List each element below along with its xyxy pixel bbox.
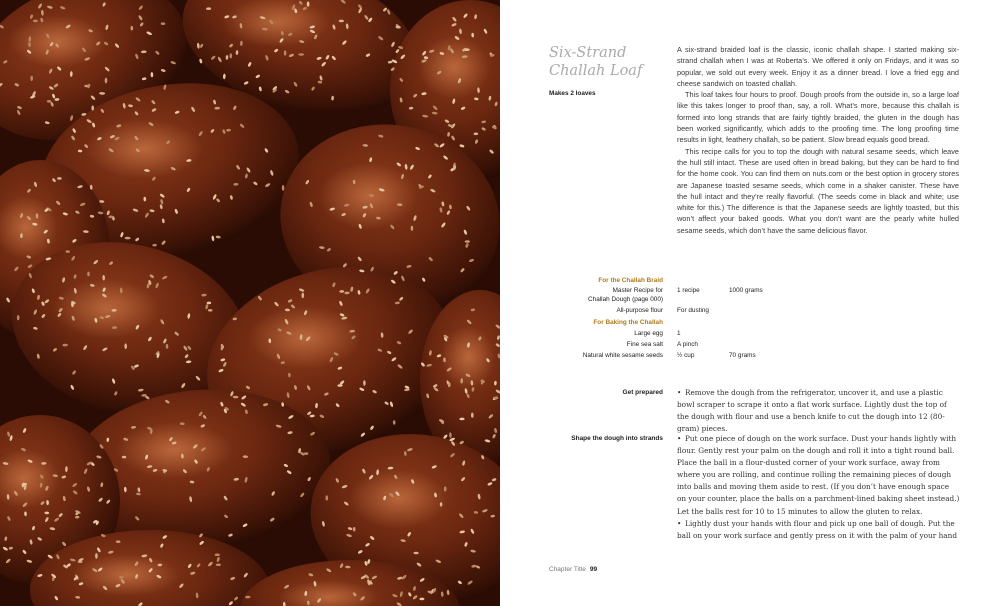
ingredient-row — [500, 351, 1000, 362]
bullet: • — [677, 434, 682, 443]
step-text: Remove the dough from the refrigerator, uncover it, and use a plastic bowl scraper to scrape it onto a flat work surface. Lightly dust the top of the dough with flour and use a bench knife to cut the dough into 12 (80-gram) pieces. — [677, 388, 947, 434]
ingredient-grams: 70 grams — [729, 351, 756, 359]
sesame-seed — [307, 1, 310, 6]
sesame-seed — [413, 552, 418, 555]
step-body — [677, 387, 960, 435]
page-footer — [549, 566, 597, 573]
step-heading: Get prepared — [622, 389, 663, 396]
recipe-title-line2: Challah Loaf — [549, 63, 643, 79]
sesame-seed — [339, 290, 344, 293]
ingredient-quantity: 1 — [677, 329, 681, 337]
sesame-seed — [298, 53, 304, 56]
ingredient-name: Fine sea salt — [626, 340, 663, 348]
ingredient-list — [500, 275, 1000, 362]
sesame-seed — [363, 380, 366, 386]
sesame-seed — [95, 553, 98, 559]
sesame-seed — [444, 486, 447, 491]
ingredient-section-heading: For Baking the Challah — [593, 319, 663, 327]
step-text: Put one piece of dough on the work surface. Dust your hands lightly with flour. Gently rest your palm on the dough and roll it into a tight round ball. Place the ball in a flour-dusted corner of your work surface, away from where you are rolling, and continue rolling the remaining pieces of dough into balls and moving them aside to rest. (If you don’t have enough space on your counter, place the balls on a parchment-lined baking sheet instead.) Let the balls rest for 10 to 15 minutes to allow the gluten to relax. — [677, 434, 960, 516]
intro-paragraph: This loaf takes four hours to proof. Dough proofs from the outside in, so a large loaf like this takes longer to proof than, say, a roll. What’s more, because this challah is formed into long strands that are fairly tightly braided, the gluten in the dough has been worked significantly, which adds to the proofing time. The long proofing time results in light, feathery challah, so be patient. Slow bread equals good bread. — [677, 90, 959, 145]
ingredient-row — [500, 329, 1000, 340]
ingredient-name: Large egg — [634, 329, 663, 337]
ingredient-quantity: For dusting — [677, 307, 709, 315]
ingredient-quantity: 1 recipe — [677, 287, 700, 295]
intro-paragraph: A six-strand braided loaf is the classic, iconic challah shape. I started making six-strand challah when I was at Roberta’s. We offered it only on Fridays, and it was so popular, we sold out every week. Enjoy it as a dinner bread. I love a fried egg and cheese sandwich on toasted challah. — [677, 45, 959, 88]
recipe-intro — [677, 44, 959, 236]
ingredient-row — [500, 306, 1000, 317]
sesame-seed — [57, 177, 62, 180]
step-body — [677, 433, 960, 542]
sesame-seed — [125, 237, 131, 240]
ingredient-quantity: ½ cup — [677, 351, 695, 359]
sesame-seed — [325, 495, 328, 500]
recipe-title — [549, 44, 669, 80]
ingredient-row — [500, 286, 1000, 306]
sesame-seed — [353, 527, 356, 531]
bullet: • — [677, 518, 682, 528]
page-number: 99 — [589, 566, 598, 573]
step-heading: Shape the dough into strands — [571, 435, 663, 442]
step-text: Lightly dust your hands with flour and pick up one ball of dough. Put the ball on your work surface and gently press on it with the palm of your hand — [677, 518, 957, 540]
recipe-title-line1: Six-Strand — [549, 45, 627, 61]
sesame-seed — [440, 502, 443, 506]
ingredient-row — [500, 340, 1000, 351]
sesame-seed — [207, 302, 212, 305]
ingredient-name: Natural white sesame seeds — [582, 351, 663, 359]
intro-paragraph: This recipe calls for you to top the dough with natural sesame seeds, which leave the hull still intact. These are used often in bread baking, but they can be hard to find for the home cook. You can find them on nuts.com or the best option in grocery stores are Japanese toasted sesame seeds, which come in a shaker canister. These have the hull intact and they’re really flavorful. (The seeds come in black and white; use white for this.) The difference is that the Japanese seeds are lightly toasted, but this won’t affect your baked goods. What you don’t want are the pearly white hulled sesame seeds, which don’t have the same delicious flavor. — [677, 146, 959, 235]
chapter-title: Chapter Title — [549, 566, 586, 573]
bullet: • — [677, 388, 682, 397]
ingredient-name: Master Recipe for Challah Dough (page 000) — [588, 287, 663, 304]
ingredient-section-heading: For the Challah Braid — [598, 277, 663, 284]
recipe-yield: Makes 2 loaves — [549, 90, 596, 97]
ingredient-grams: 1000 grams — [729, 287, 763, 295]
sesame-seed — [166, 344, 169, 349]
recipe-page — [500, 0, 1000, 606]
ingredient-quantity: A pinch — [677, 340, 698, 348]
sesame-seed — [419, 598, 424, 601]
ingredient-name: All-purpose flour — [616, 307, 663, 315]
